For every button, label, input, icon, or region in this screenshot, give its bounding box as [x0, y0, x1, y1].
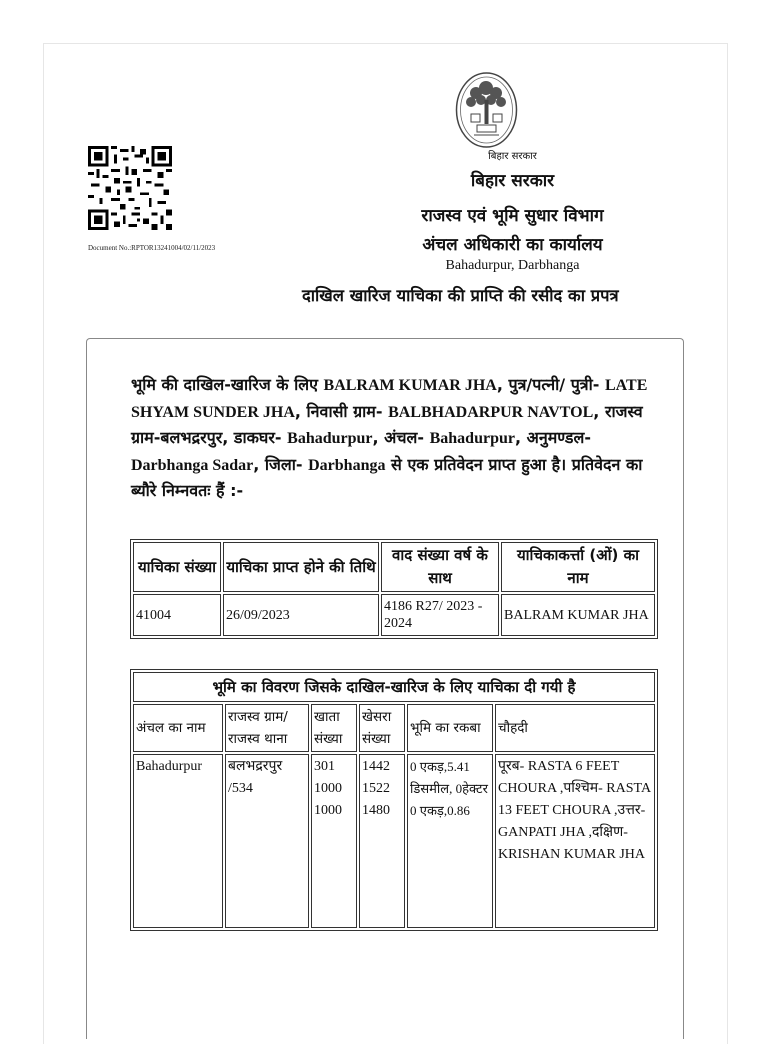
column-header: याचिकाकर्त्ता (ओं) का नाम	[501, 542, 655, 592]
column-header: अंचल का नाम	[133, 704, 223, 752]
case-number: 4186 R27/ 2023 - 2024	[381, 594, 499, 636]
table-row	[133, 594, 655, 636]
government-title: बिहार सरकार	[470, 171, 555, 191]
column-header: वाद संख्या वर्ष के साथ	[381, 542, 499, 592]
post-office: Bahadurpur	[287, 430, 373, 447]
land-table-caption: भूमि का विवरण जिसके दाखिल-खारिज के लिए याचिका दी गयी है	[133, 672, 655, 702]
office-location: Bahadurpur, Darbhanga	[445, 258, 580, 273]
village-name: BALBHADARPUR NAVTOL	[388, 403, 594, 421]
father-name: LATE SHYAM SUNDER JHA	[131, 377, 648, 421]
land-details-table	[130, 669, 658, 931]
column-header: याचिका संख्या	[133, 542, 221, 592]
petitioner-name: BALRAM KUMAR JHA	[501, 594, 655, 636]
emblem-caption: बिहार सरकार	[488, 151, 537, 162]
bihar-emblem-icon	[444, 70, 529, 150]
petition-date: 26/09/2023	[223, 594, 379, 636]
table-header-row	[133, 542, 655, 592]
table-header-row	[133, 704, 655, 752]
receipt-paragraph: भूमि की दाखिल-खारिज के लिए BALRAM KUMAR JHA, पुत्र/पत्नी/ पुत्री- LATE SHYAM SUNDER JHA, निवासी ग्राम- BALBHADARPUR NAVTOL, राजस्व ग्राम-बलभद्ररपुर, डाकघर- Bahadurpur, अंचल- Bahadurpur, अनुमण्डल- Darbhanga Sadar, जिला- Darbhanga से एक प्रतिवेदन प्राप्त हुआ है। प्रतिवेदन का ब्यौरे निम्नवतः हैं :-	[131, 375, 648, 500]
rakba-cell: 0 एकड़,5.41 डिसमील, 0हेक्टर 0 एकड़,0.86	[407, 754, 493, 928]
column-header: खाता संख्या	[311, 704, 357, 752]
anchal-cell: Bahadurpur	[133, 754, 223, 928]
petition-number: 41004	[133, 594, 221, 636]
anchal-name: Bahadurpur	[429, 430, 515, 447]
department-title: राजस्व एवं भूमि सुधार विभाग	[421, 206, 604, 226]
subdivision-name: Darbhanga Sadar	[131, 456, 254, 474]
khata-cell: 301 1000 1000	[311, 754, 357, 928]
village-cell: बलभद्ररपुर /534	[225, 754, 309, 928]
column-header: चौहदी	[495, 704, 655, 752]
office-title: अंचल अधिकारी का कार्यालय	[422, 235, 603, 255]
receipt-title: दाखिल खारिज याचिका की प्राप्ति की रसीद का प्रपत्र	[302, 286, 619, 305]
khesra-cell: 1442 1522 1480	[359, 754, 405, 928]
column-header: राजस्व ग्राम/ राजस्व थाना	[225, 704, 309, 752]
petition-table	[130, 539, 658, 639]
document-number: Document No.:RPTOR13241004/02/11/2023	[88, 244, 216, 252]
table-row	[133, 754, 655, 928]
qr-code	[88, 146, 172, 230]
chauhadi-cell: पूरब- RASTA 6 FEET CHOURA ,पश्चिम- RASTA 13 FEET CHOURA ,उत्तर- GANPATI JHA ,दक्षिण- KRISHAN KUMAR JHA	[495, 754, 655, 928]
applicant-name: BALRAM KUMAR JHA	[323, 377, 497, 394]
column-header: खेसरा संख्या	[359, 704, 405, 752]
column-header: भूमि का रकबा	[407, 704, 493, 752]
district-name: Darbhanga	[308, 456, 386, 474]
column-header: याचिका प्राप्त होने की तिथि	[223, 542, 379, 592]
